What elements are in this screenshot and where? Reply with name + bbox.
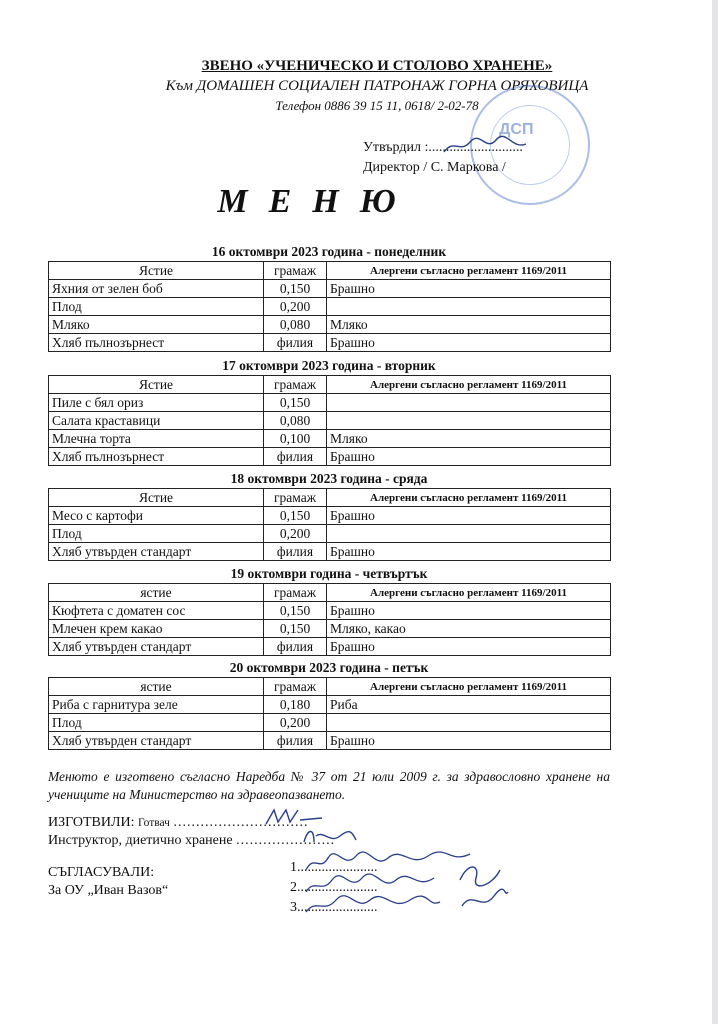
table-row	[49, 316, 611, 334]
table-header-row	[49, 376, 611, 394]
cook-label: Готвач	[137, 817, 170, 829]
allergen-cell: Брашно	[327, 602, 611, 620]
allergen-cell: Брашно	[327, 448, 611, 466]
dish-cell: Плод	[49, 298, 264, 316]
parent-org: Към ДОМАШЕН СОЦИАЛЕН ПАТРОНАЖ ГОРНА ОРЯХОВИЦА	[165, 78, 589, 94]
dish-cell: Хляб утвърден стандарт	[49, 543, 264, 561]
col-dish: ястие	[49, 678, 264, 696]
col-weight: грамаж	[264, 678, 327, 696]
weight-cell: 0,180	[264, 696, 327, 714]
day-title: 19 октомври година - четвъртък	[230, 566, 428, 581]
table-row	[49, 732, 611, 750]
instructor-signature-line: ......................	[236, 833, 336, 848]
allergen-cell: Брашно	[327, 732, 611, 750]
table-row	[49, 430, 611, 448]
phone-line: Телефон 0886 39 15 11, 0618/ 2-02-78	[275, 98, 479, 113]
day-block-wednesday	[48, 470, 610, 561]
weight-cell: 0,200	[264, 714, 327, 732]
school-line: За ОУ „Иван Вазов“	[48, 883, 169, 898]
dish-cell: Млечна торта	[49, 430, 264, 448]
allergen-cell: Брашно	[327, 334, 611, 352]
table-row	[49, 696, 611, 714]
col-dish: Ястие	[49, 376, 264, 394]
allergen-cell: Брашно	[327, 638, 611, 656]
table-row	[49, 280, 611, 298]
page-edge	[712, 0, 718, 1024]
weight-cell: 0,150	[264, 507, 327, 525]
col-allergens: Алергени съгласно регламент 1169/2011	[327, 262, 611, 280]
table-row	[49, 602, 611, 620]
weight-cell: филия	[264, 448, 327, 466]
weight-cell: 0,200	[264, 525, 327, 543]
allergen-cell	[327, 394, 611, 412]
allergen-cell	[327, 714, 611, 732]
day-block-monday	[48, 243, 610, 352]
dish-cell: Хляб утвърден стандарт	[49, 638, 264, 656]
table-row	[49, 448, 611, 466]
dish-cell: Риба с гарнитура зеле	[49, 696, 264, 714]
director-line: Директор / С. Маркова /	[363, 160, 506, 175]
allergen-cell	[327, 412, 611, 430]
instructor-label: Инструктор, диетично хранене	[48, 833, 233, 848]
col-dish: Ястие	[49, 262, 264, 280]
dish-cell: Плод	[49, 525, 264, 543]
weight-cell: 0,150	[264, 620, 327, 638]
menu-title: МЕНЮ	[217, 183, 417, 220]
weight-cell: 0,100	[264, 430, 327, 448]
cook-signature	[262, 806, 332, 828]
table-row	[49, 298, 611, 316]
allergen-cell	[327, 298, 611, 316]
table-row	[49, 543, 611, 561]
weight-cell: 0,080	[264, 412, 327, 430]
regulation-note: Менюто е изготвено съгласно Наредба № 37 от 21 юли 2009 г. за здравословно хранене на учениците на Министерство на здравеопазването.	[48, 769, 610, 802]
menu-table	[48, 583, 611, 656]
day-block-thursday	[48, 565, 610, 656]
cook-signature-line: ..............................	[173, 815, 309, 830]
menu-table	[48, 375, 611, 466]
col-weight: грамаж	[264, 489, 327, 507]
day-title: 18 октомври 2023 година - сряда	[230, 471, 428, 486]
table-row	[49, 394, 611, 412]
dish-cell: Пиле с бял ориз	[49, 394, 264, 412]
day-title: 16 октомври 2023 година - понеделник	[211, 244, 447, 259]
table-header-row	[49, 489, 611, 507]
allergen-cell: Мляко	[327, 316, 611, 334]
instructor-line	[48, 832, 335, 850]
dish-cell: Хляб пълнозърнест	[49, 334, 264, 352]
table-row	[49, 525, 611, 543]
col-allergens: Алергени съгласно регламент 1169/2011	[327, 678, 611, 696]
dish-cell: Кюфтета с доматен сос	[49, 602, 264, 620]
signature-line-3: 3.......................	[290, 900, 378, 915]
stamp-text: ДСП	[499, 121, 534, 138]
approved-line: Утвърдил :...........................	[363, 140, 523, 155]
dish-cell: Млечен крем какао	[49, 620, 264, 638]
instructor-signature	[300, 826, 360, 848]
weight-cell: филия	[264, 732, 327, 750]
allergen-cell: Брашно	[327, 543, 611, 561]
col-allergens: Алергени съгласно регламент 1169/2011	[327, 376, 611, 394]
allergen-cell: Мляко, какао	[327, 620, 611, 638]
weight-cell: 0,080	[264, 316, 327, 334]
weight-cell: филия	[264, 334, 327, 352]
day-title: 20 октомври 2023 година - петък	[229, 660, 429, 675]
approval-signatures	[452, 858, 512, 918]
dish-cell: Хляб утвърден стандарт	[49, 732, 264, 750]
allergen-cell: Риба	[327, 696, 611, 714]
day-block-friday	[48, 659, 610, 750]
dish-cell: Плод	[49, 714, 264, 732]
menu-table	[48, 261, 611, 352]
table-header-row	[49, 678, 611, 696]
allergen-cell: Брашно	[327, 280, 611, 298]
allergen-cell: Мляко	[327, 430, 611, 448]
table-row	[49, 714, 611, 732]
org-name: ЗВЕНО «УЧЕНИЧЕСКО И СТОЛОВО ХРАНЕНЕ»	[201, 58, 553, 74]
day-title: 17 октомври 2023 година - вторник	[222, 358, 436, 373]
weight-cell: 0,150	[264, 280, 327, 298]
table-header-row	[49, 262, 611, 280]
table-row	[49, 412, 611, 430]
col-allergens: Алергени съгласно регламент 1169/2011	[327, 489, 611, 507]
table-header-row	[49, 584, 611, 602]
document-header	[0, 58, 718, 114]
agreed-label: СЪГЛАСУВАЛИ:	[48, 865, 155, 880]
day-block-tuesday	[48, 357, 610, 466]
table-row	[49, 507, 611, 525]
director-signature	[440, 134, 530, 158]
weight-cell: 0,150	[264, 602, 327, 620]
col-weight: грамаж	[264, 584, 327, 602]
weight-cell: филия	[264, 543, 327, 561]
col-weight: грамаж	[264, 262, 327, 280]
dish-cell: Салата краставици	[49, 412, 264, 430]
signature-line-1: 1.......................	[290, 860, 378, 875]
menu-table	[48, 677, 611, 750]
dish-cell: Яхния от зелен боб	[49, 280, 264, 298]
col-dish: ястие	[49, 584, 264, 602]
agreed-block	[48, 864, 168, 900]
allergen-cell	[327, 525, 611, 543]
table-row	[49, 620, 611, 638]
table-row	[49, 638, 611, 656]
menu-table	[48, 488, 611, 561]
col-weight: грамаж	[264, 376, 327, 394]
signature-line-2: 2.......................	[290, 880, 378, 895]
weight-cell: 0,150	[264, 394, 327, 412]
allergen-cell: Брашно	[327, 507, 611, 525]
table-row	[49, 334, 611, 352]
prepared-label: ИЗГОТВИЛИ:	[48, 815, 135, 830]
dish-cell: Мляко	[49, 316, 264, 334]
dish-cell: Хляб пълнозърнест	[49, 448, 264, 466]
weight-cell: 0,200	[264, 298, 327, 316]
col-allergens: Алергени съгласно регламент 1169/2011	[327, 584, 611, 602]
col-dish: Ястие	[49, 489, 264, 507]
weight-cell: филия	[264, 638, 327, 656]
dish-cell: Месо с картофи	[49, 507, 264, 525]
